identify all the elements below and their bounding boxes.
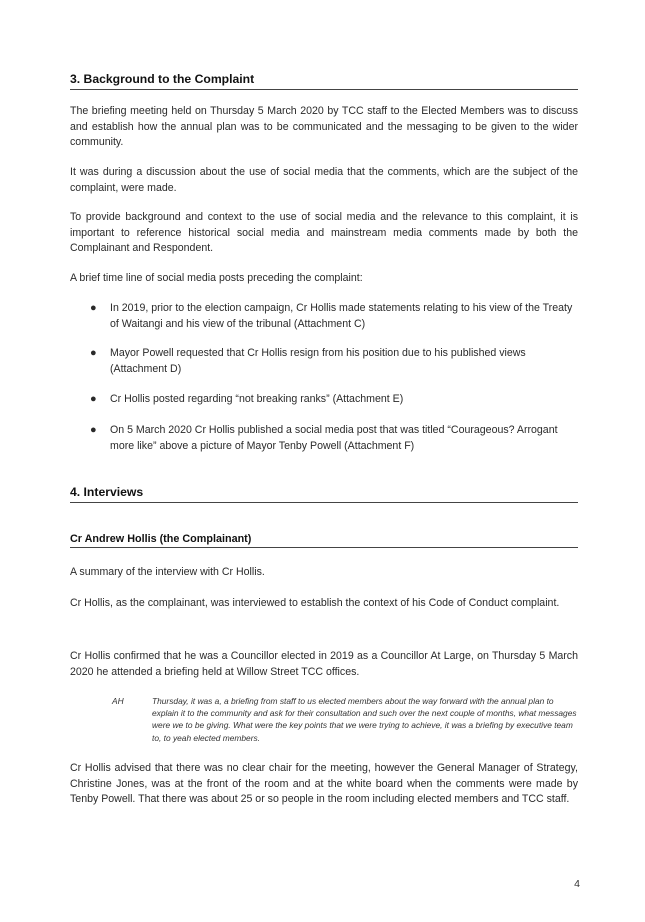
list-item bbox=[90, 301, 578, 332]
section-4-heading: 4. Interviews bbox=[70, 485, 578, 503]
section-3-paragraph-1: The briefing meeting held on Thursday 5 March 2020 by TCC staff to the Elected Members was to discuss and establish how the annual plan was to be communicated and the messaging to be given to the wider community. bbox=[70, 105, 578, 148]
list-item-text: On 5 March 2020 Cr Hollis published a social media post that was titled “Courageous? Arrogant more like” above a picture of Mayor Tenby Powell (Attachment F) bbox=[110, 424, 558, 452]
section-3-heading: 3. Background to the Complaint bbox=[70, 72, 578, 90]
quote-initials: AH bbox=[112, 696, 124, 706]
section-4-paragraph-3: Cr Hollis confirmed that he was a Councillor elected in 2019 as a Councillor At Large, on Thursday 5 March 2020 he attended a briefing held at Willow Street TCC offices. bbox=[70, 650, 578, 678]
section-4-closing-paragraph: Cr Hollis advised that there was no clear chair for the meeting, however the General Manager of Strategy, Christine Jones, was at the front of the room and at the white board when the comments were made by Tenby Powell. That there was about 25 or so people in the room including elected members and TCC staff. bbox=[70, 762, 578, 805]
interview-quote bbox=[112, 695, 578, 744]
interviewee-subheading: Cr Andrew Hollis (the Complainant) bbox=[70, 533, 578, 548]
bullet-dot-icon: ● bbox=[90, 393, 97, 405]
bullet-dot-icon: ● bbox=[90, 347, 97, 359]
section-4-paragraph-2: Cr Hollis, as the complainant, was interviewed to establish the context of his Code of Conduct complaint. bbox=[70, 597, 560, 609]
page-number: 4 bbox=[574, 878, 580, 890]
section-3-paragraph-4: A brief time line of social media posts preceding the complaint: bbox=[70, 272, 363, 284]
section-4-paragraph-1: A summary of the interview with Cr Hollis. bbox=[70, 566, 265, 578]
list-item bbox=[90, 346, 578, 377]
list-item bbox=[90, 423, 578, 454]
list-item-text: In 2019, prior to the election campaign, Cr Hollis made statements relating to his view of the Treaty of Waitangi and his view of the tribunal (Attachment C) bbox=[110, 302, 573, 330]
bullet-dot-icon: ● bbox=[90, 424, 97, 436]
section-3-paragraph-3: To provide background and context to the use of social media and the relevance to this complaint, it is important to reference historical social media and mainstream media comments made by both the Complainant and Respondent. bbox=[70, 211, 578, 254]
list-item-text: Cr Hollis posted regarding “not breaking ranks” (Attachment E) bbox=[110, 393, 404, 405]
list-item-text: Mayor Powell requested that Cr Hollis resign from his position due to his published views (Attachment D) bbox=[110, 347, 526, 375]
quote-text: Thursday, it was a, a briefing from staff to us elected members about the way forward with the annual plan to explain it to the community and ask for their consultation and such over the next couple of months, what messages were we to be giving. What were the key points that we were trying to achieve, it was a briefing by executive team to, to yeah elected members. bbox=[152, 696, 577, 743]
list-item bbox=[90, 392, 578, 408]
bullet-dot-icon: ● bbox=[90, 302, 97, 314]
section-3-paragraph-2: It was during a discussion about the use of social media that the comments, which are the subject of the complaint, were made. bbox=[70, 166, 578, 194]
